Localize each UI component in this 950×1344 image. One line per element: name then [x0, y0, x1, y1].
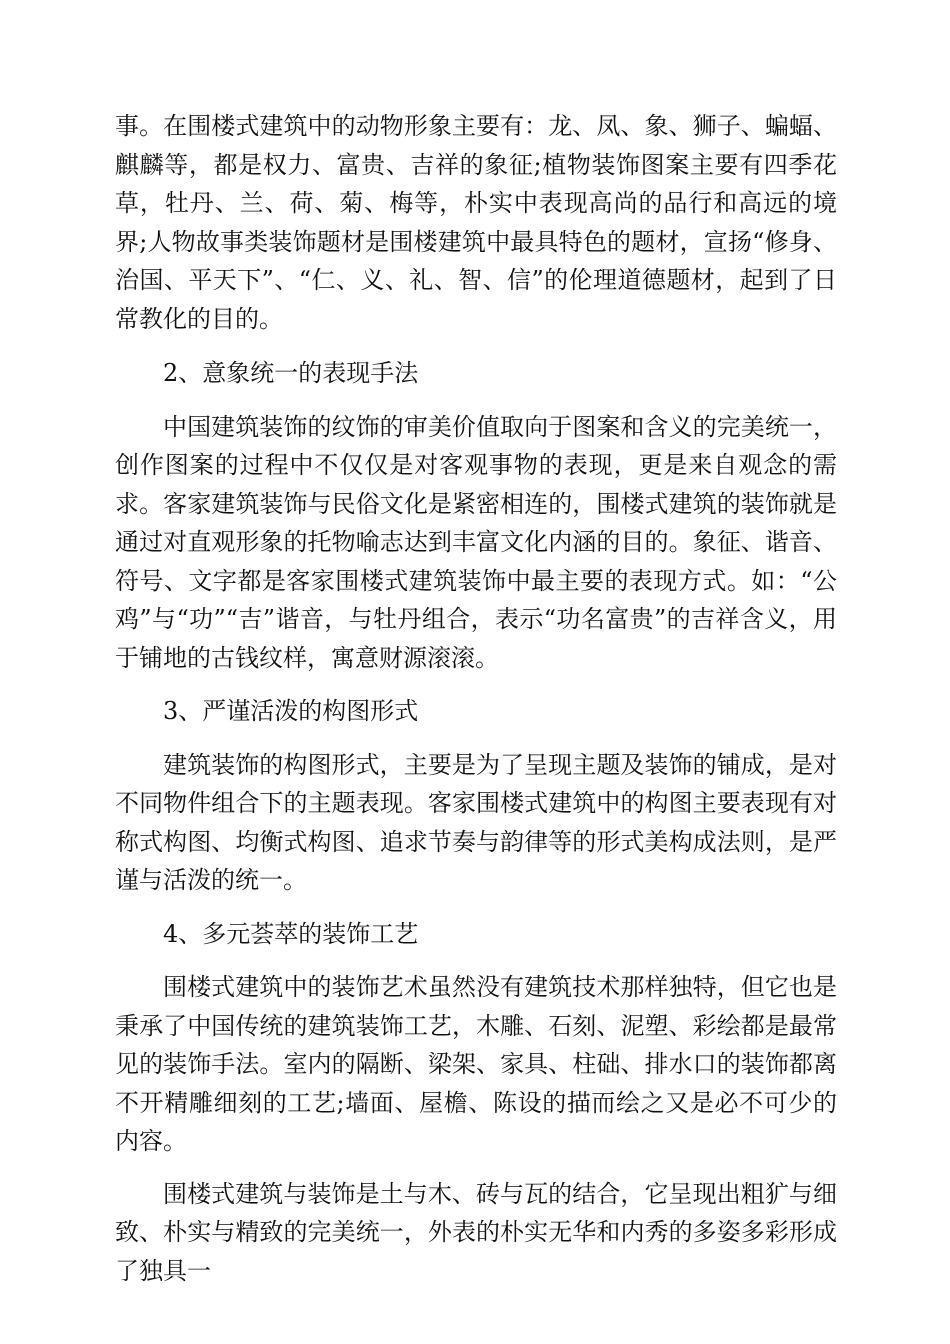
section-heading-4: 4、多元荟萃的装饰工艺 [163, 919, 419, 948]
section-heading-3: 3、严谨活泼的构图形式 [163, 697, 419, 725]
paragraph-imagery-unity: 中国建筑装饰的纹饰的审美价值取向于图案和含义的完美统一，创作图案的过程中不仅仅是对客观事物的表现，更是来自观念的需求。客家建筑装饰与民俗文化是紧密相连的，围楼式建筑的装饰就是通过对直观形象的托物喻志达到丰富文化内涵的目的。象征、谐音、符号、文字都是客家围楼式建筑装饰中最主要的表现方式。如：“公鸡”与“功”“吉”谐音，与牡丹组合，表示“功名富贵”的吉祥含义，用于铺地的古钱纹样，寓意财源滚滚。 [115, 412, 837, 672]
paragraph-composition: 建筑装饰的构图形式，主要是为了呈现主题及装饰的铺成，是对不同物件组合下的主题表现。客家围楼式建筑中的构图主要表现有对称式构图、均衡式构图、追求节奏与韵律等的形式美构成法则，是严谨与活泼的统一。 [115, 750, 837, 894]
document-page [115, 107, 837, 1290]
section-heading-2: 2、意象统一的表现手法 [163, 359, 419, 387]
paragraph-animal-plant-motifs: 事。在围楼式建筑中的动物形象主要有：龙、凤、象、狮子、蝙蝠、麒麟等，都是权力、富贵、吉祥的象征;植物装饰图案主要有四季花草，牡丹、兰、荷、菊、梅等，朴实中表现高尚的品行和高远的境界;人物故事类装饰题材是围楼建筑中最具特色的题材，宣扬“修身、治国、平天下”、“仁、义、礼、智、信”的伦理道德题材，起到了日常教化的目的。 [115, 112, 837, 333]
paragraph-earth-wood: 围楼式建筑与装饰是土与木、砖与瓦的结合，它呈现出粗犷与细致、朴实与精致的完美统一，外表的朴实无华和内秀的多姿多彩形成了独具一 [115, 1179, 837, 1285]
paragraph-craft: 围楼式建筑中的装饰艺术虽然没有建筑技术那样独特，但它也是秉承了中国传统的建筑装饰工艺，木雕、石刻、泥塑、彩绘都是最常见的装饰手法。室内的隔断、梁架、家具、柱础、排水口的装饰都离不开精雕细刻的工艺;墙面、屋檐、陈设的描而绘之又是必不可少的内容。 [115, 973, 837, 1155]
